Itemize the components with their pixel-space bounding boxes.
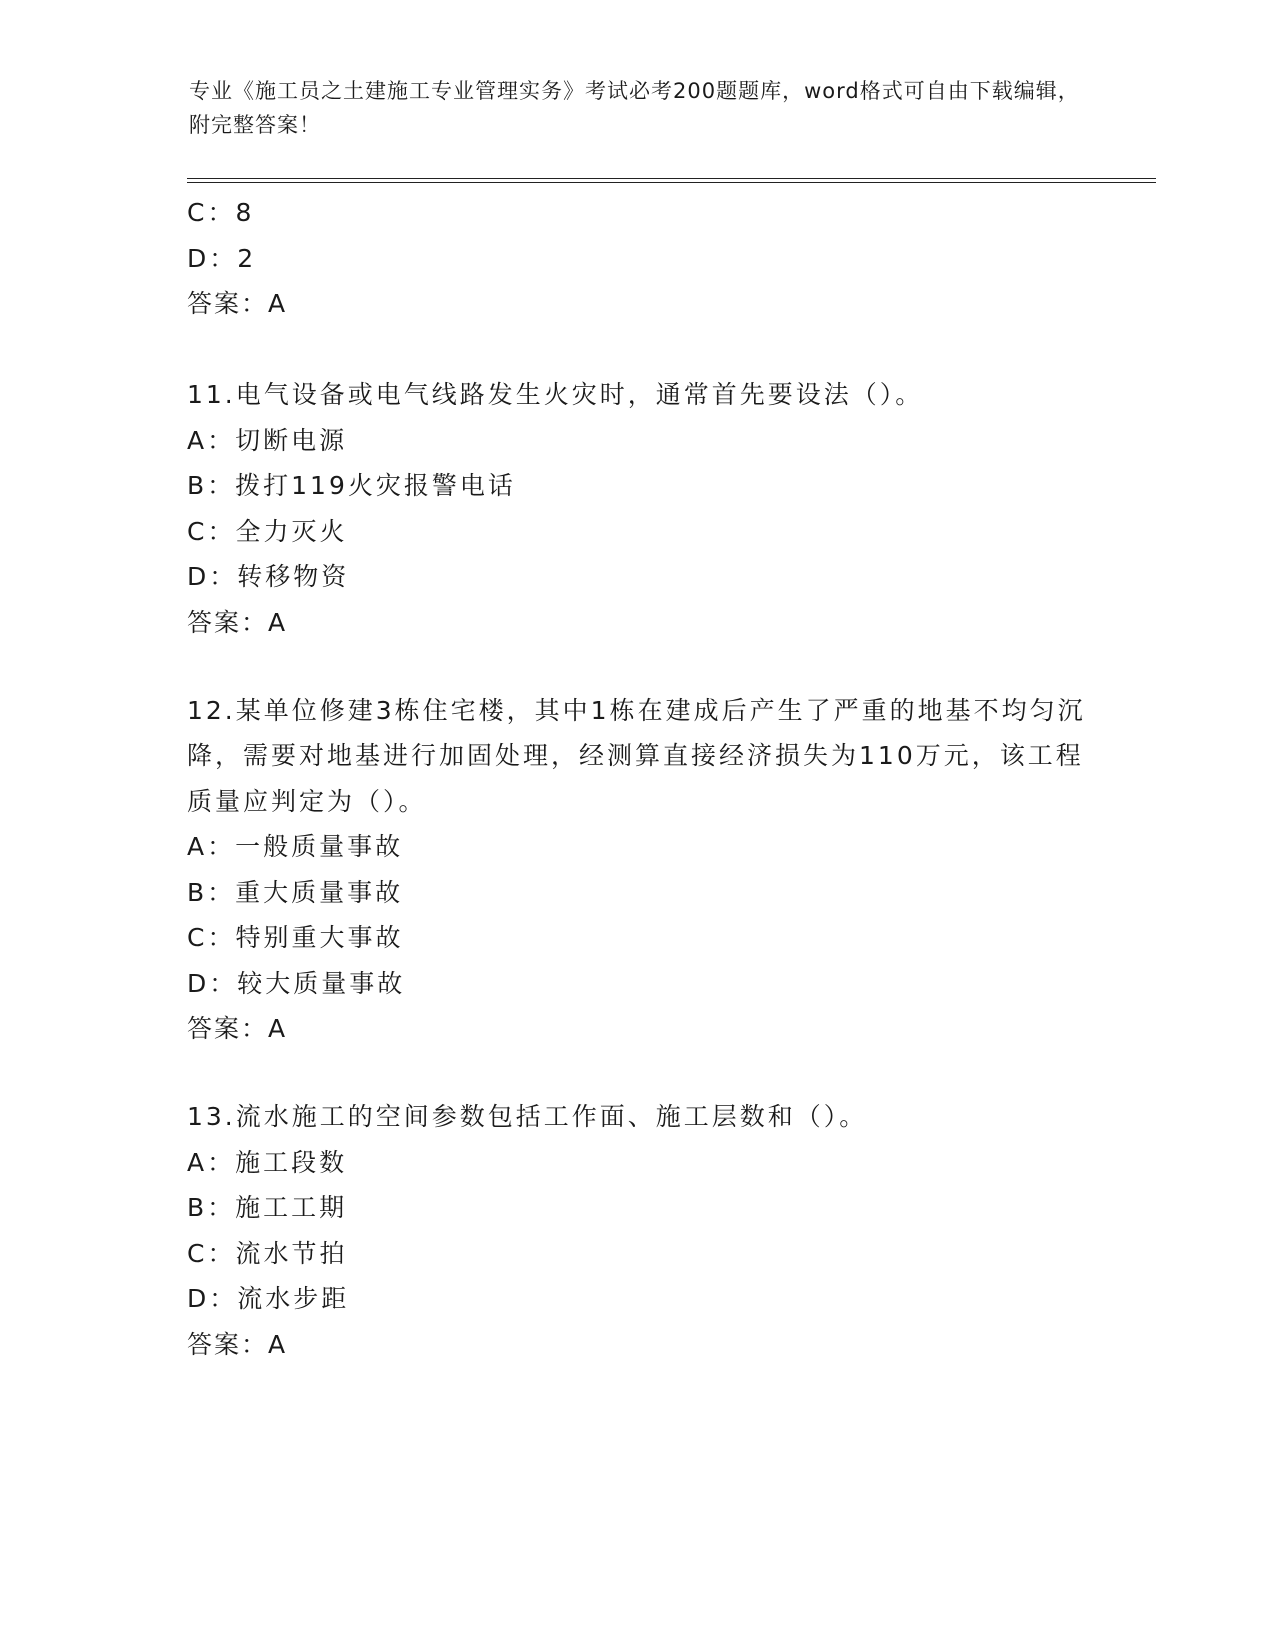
- option-a: A：施工段数: [187, 1147, 348, 1177]
- spacer: [187, 646, 1087, 688]
- answer-line: 答案：A: [187, 1014, 288, 1043]
- document-body: [187, 190, 1087, 1368]
- option-b: B：拨打119火灾报警电话: [187, 471, 516, 500]
- document-header: [189, 74, 1089, 142]
- question-block-11: [187, 372, 1087, 646]
- question-block-12: [187, 688, 1087, 1053]
- option-b: B：施工工期: [187, 1193, 348, 1222]
- question-block-prev: [187, 190, 1087, 327]
- spacer: [187, 1052, 1087, 1094]
- question-block-13: [187, 1094, 1087, 1368]
- option-b: B：重大质量事故: [187, 877, 404, 907]
- spacer: [187, 327, 1087, 372]
- question-text: 11.电气设备或电气线路发生火灾时，通常首先要设法（）。: [187, 380, 924, 409]
- option-d: D：2: [187, 243, 257, 273]
- header-title: 专业《施工员之土建施工专业管理实务》考试必考200题题库，word格式可自由下载编辑，附完整答案！: [189, 79, 1080, 137]
- question-text: 13.流水施工的空间参数包括工作面、施工层数和（）。: [187, 1102, 868, 1131]
- option-d: D：流水步距: [187, 1284, 350, 1313]
- answer-line: 答案：A: [187, 607, 288, 637]
- option-c: C：特别重大事故: [187, 923, 404, 952]
- option-a: A：一般质量事故: [187, 832, 404, 861]
- option-d: D：转移物资: [187, 562, 350, 591]
- answer-line: 答案：A: [187, 289, 288, 318]
- header-divider-top: [187, 178, 1156, 179]
- option-c: C：流水节拍: [187, 1238, 348, 1268]
- answer-line: 答案：A: [187, 1329, 288, 1359]
- question-text: 12.某单位修建3栋住宅楼，其中1栋在建成后产生了严重的地基不均匀沉降，需要对地基进行加固处理，经测算直接经济损失为110万元，该工程质量应判定为（）。: [187, 695, 1086, 816]
- option-a: A：切断电源: [187, 425, 348, 455]
- option-c: C：全力灭火: [187, 516, 348, 546]
- option-c: C：8: [187, 198, 255, 227]
- option-d: D：较大质量事故: [187, 968, 406, 998]
- header-divider-bottom: [187, 182, 1156, 183]
